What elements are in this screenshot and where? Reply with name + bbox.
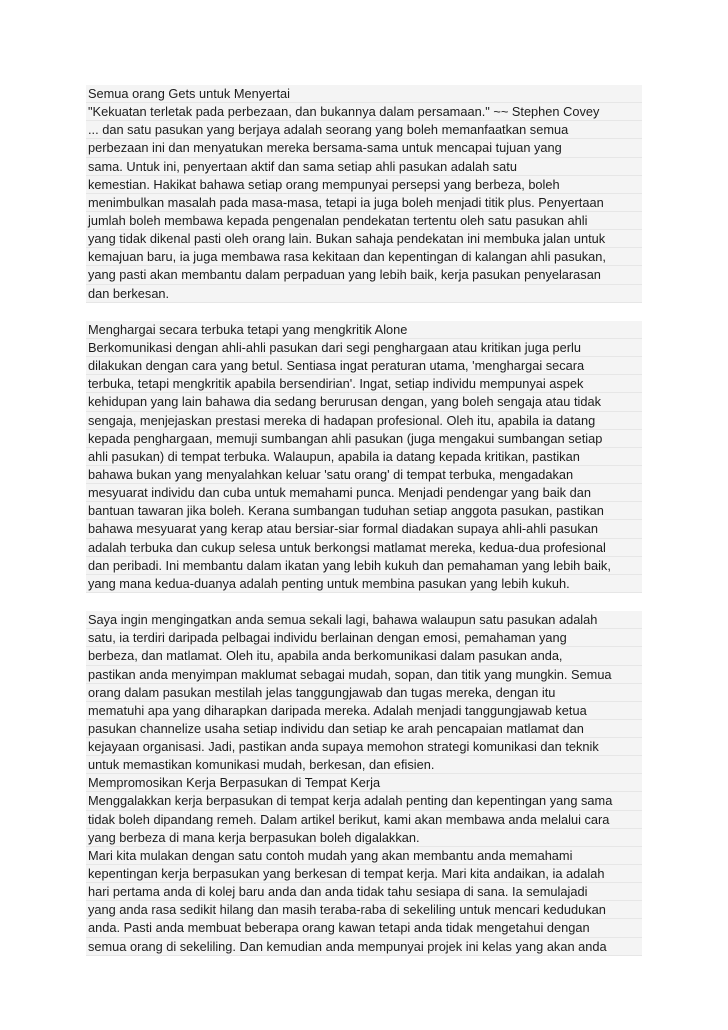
- text-line: mematuhi apa yang diharapkan daripada mereka. Adalah menjadi tanggungjawab ketua: [86, 702, 642, 720]
- text-line: yang mana kedua-duanya adalah penting untuk membina pasukan yang lebih kukuh.: [86, 575, 642, 593]
- text-line: hari pertama anda di kolej baru anda dan anda tidak tahu sesiapa di sana. Ia semulajadi: [86, 883, 642, 901]
- text-line: sama. Untuk ini, penyertaan aktif dan sama setiap ahli pasukan adalah satu: [86, 158, 642, 176]
- text-line: Mempromosikan Kerja Berpasukan di Tempat Kerja: [86, 774, 642, 792]
- text-line: yang pasti akan membantu dalam perpaduan yang lebih baik, kerja pasukan penyelarasan: [86, 266, 642, 284]
- text-line: Semua orang Gets untuk Menyertai: [86, 85, 642, 103]
- text-line: "Kekuatan terletak pada perbezaan, dan bukannya dalam persamaan." ~~ Stephen Covey: [86, 103, 642, 121]
- text-line: satu, ia terdiri daripada pelbagai individu berlainan dengan emosi, pemahaman yang: [86, 629, 642, 647]
- text-line: kepada penghargaan, memuji sumbangan ahli pasukan (juga mengakui sumbangan setiap: [86, 430, 642, 448]
- text-line: Menghargai secara terbuka tetapi yang mengkritik Alone: [86, 321, 642, 339]
- text-line: yang anda rasa sedikit hilang dan masih teraba-raba di sekeliling untuk mencari kedudukan: [86, 901, 642, 919]
- document-page: [86, 85, 642, 956]
- blank-line: [86, 593, 642, 611]
- text-line: Menggalakkan kerja berpasukan di tempat kerja adalah penting dan kepentingan yang sama: [86, 792, 642, 810]
- text-line: jumlah boleh membawa kepada pengenalan pendekatan tertentu oleh satu pasukan ahli: [86, 212, 642, 230]
- text-line: Saya ingin mengingatkan anda semua sekali lagi, bahawa walaupun satu pasukan adalah: [86, 611, 642, 629]
- text-line: bahawa mesyuarat yang kerap atau bersiar-siar formal diadakan supaya ahli-ahli pasukan: [86, 520, 642, 538]
- text-line: tidak boleh dipandang remeh. Dalam artikel berikut, kami akan membawa anda melalui cara: [86, 811, 642, 829]
- text-line: kepentingan kerja berpasukan yang berkesan di tempat kerja. Mari kita andaikan, ia adalah: [86, 865, 642, 883]
- text-line: dilakukan dengan cara yang betul. Sentiasa ingat peraturan utama, 'menghargai secara: [86, 357, 642, 375]
- text-line: sengaja, menjejaskan prestasi mereka di hadapan profesional. Oleh itu, apabila ia datang: [86, 412, 642, 430]
- text-line: Berkomunikasi dengan ahli-ahli pasukan dari segi penghargaan atau kritikan juga perlu: [86, 339, 642, 357]
- text-line: dan berkesan.: [86, 285, 642, 303]
- blank-line: [86, 303, 642, 321]
- text-line: kemajuan baru, ia juga membawa rasa kekitaan dan kepentingan di kalangan ahli pasukan,: [86, 248, 642, 266]
- text-line: dan peribadi. Ini membantu dalam ikatan yang lebih kukuh dan pemahaman yang lebih baik,: [86, 557, 642, 575]
- text-line: pastikan anda menyimpan maklumat sebagai mudah, sopan, dan titik yang mungkin. Semua: [86, 666, 642, 684]
- text-line: ... dan satu pasukan yang berjaya adalah seorang yang boleh memanfaatkan semua: [86, 121, 642, 139]
- text-line: kejayaan organisasi. Jadi, pastikan anda supaya memohon strategi komunikasi dan teknik: [86, 738, 642, 756]
- text-line: adalah terbuka dan cukup selesa untuk berkongsi matlamat mereka, kedua-dua profesional: [86, 539, 642, 557]
- text-line: pasukan channelize usaha setiap individu dan setiap ke arah pencapaian matlamat dan: [86, 720, 642, 738]
- text-line: Mari kita mulakan dengan satu contoh mudah yang akan membantu anda memahami: [86, 847, 642, 865]
- text-line: anda. Pasti anda membuat beberapa orang kawan tetapi anda tidak mengetahui dengan: [86, 919, 642, 937]
- text-line: terbuka, tetapi mengkritik apabila bersendirian'. Ingat, setiap individu mempunyai aspek: [86, 375, 642, 393]
- text-line: berbeza, dan matlamat. Oleh itu, apabila anda berkomunikasi dalam pasukan anda,: [86, 647, 642, 665]
- text-line: menimbulkan masalah pada masa-masa, tetapi ia juga boleh menjadi titik plus. Penyertaan: [86, 194, 642, 212]
- text-line: semua orang di sekeliling. Dan kemudian anda mempunyai projek ini kelas yang akan anda: [86, 938, 642, 956]
- text-line: mesyuarat individu dan cuba untuk memahami punca. Menjadi pendengar yang baik dan: [86, 484, 642, 502]
- text-line: bantuan tawaran jika boleh. Kerana sumbangan tuduhan setiap anggota pasukan, pastikan: [86, 502, 642, 520]
- text-line: untuk memastikan komunikasi mudah, berkesan, dan efisien.: [86, 756, 642, 774]
- text-line: yang tidak dikenal pasti oleh orang lain. Bukan sahaja pendekatan ini membuka jalan untuk: [86, 230, 642, 248]
- text-line: yang berbeza di mana kerja berpasukan boleh digalakkan.: [86, 829, 642, 847]
- text-line: ahli pasukan) di tempat terbuka. Walaupun, apabila ia datang kepada kritikan, pastikan: [86, 448, 642, 466]
- text-line: bahawa bukan yang menyalahkan keluar 'satu orang' di tempat terbuka, mengadakan: [86, 466, 642, 484]
- text-line: kehidupan yang lain bahawa dia sedang berurusan dengan, yang boleh sengaja atau tidak: [86, 393, 642, 411]
- text-line: orang dalam pasukan mestilah jelas tanggungjawab dan tugas mereka, dengan itu: [86, 684, 642, 702]
- text-line: perbezaan ini dan menyatukan mereka bersama-sama untuk mencapai tujuan yang: [86, 139, 642, 157]
- text-line: kemestian. Hakikat bahawa setiap orang mempunyai persepsi yang berbeza, boleh: [86, 176, 642, 194]
